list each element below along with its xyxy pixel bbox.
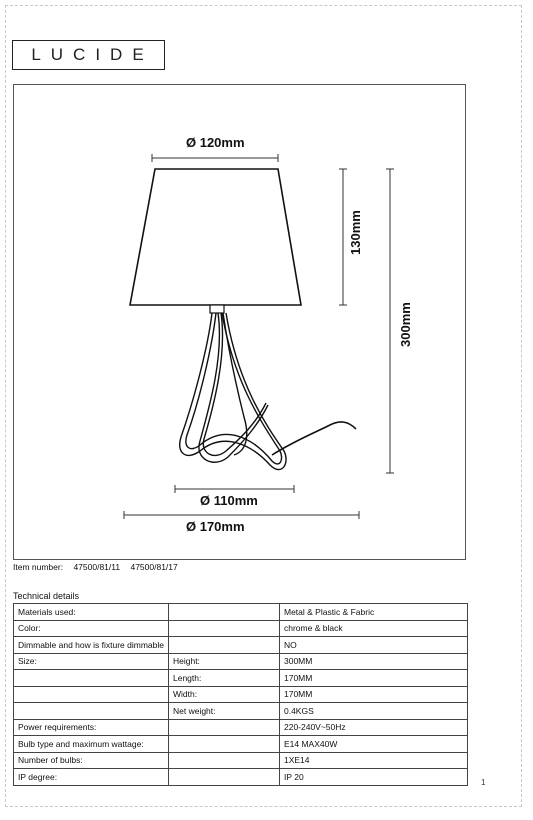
spec-sublabel — [168, 604, 279, 621]
spec-value: 1XE14 — [279, 752, 467, 769]
technical-details-table — [13, 603, 468, 786]
spec-value: 170MM — [279, 686, 467, 703]
spec-sublabel: Length: — [168, 670, 279, 687]
item-number-label: Item number: — [13, 562, 64, 572]
spec-sublabel: Height: — [168, 653, 279, 670]
spec-sublabel: Width: — [168, 686, 279, 703]
dim-line-shade-height — [339, 169, 347, 305]
spec-sublabel — [168, 736, 279, 753]
spec-label — [14, 686, 169, 703]
spec-sublabel — [168, 637, 279, 654]
spec-label: IP degree: — [14, 769, 169, 786]
table-row — [14, 670, 468, 687]
spec-value: 220-240V~50Hz — [279, 719, 467, 736]
brand-logo-text: LUCIDE — [31, 45, 154, 64]
spec-label: Power requirements: — [14, 719, 169, 736]
table-row — [14, 703, 468, 720]
spec-label: Bulb type and maximum wattage: — [14, 736, 169, 753]
lamp-base-wires — [180, 313, 286, 470]
lamp-shade — [130, 169, 301, 305]
bulb-holder — [210, 305, 224, 313]
item-number-code-2: 47500/81/17 — [130, 562, 178, 572]
table-row — [14, 769, 468, 786]
spec-label: Color: — [14, 620, 169, 637]
spec-sublabel — [168, 719, 279, 736]
spec-label: Materials used: — [14, 604, 169, 621]
table-row — [14, 653, 468, 670]
table-row — [14, 604, 468, 621]
table-row — [14, 752, 468, 769]
product-drawing — [13, 84, 466, 560]
spec-value: NO — [279, 637, 467, 654]
table-row — [14, 736, 468, 753]
table-row — [14, 686, 468, 703]
spec-label: Dimmable and how is fixture dimmable — [14, 637, 169, 654]
item-number-line — [13, 562, 186, 572]
spec-sublabel — [168, 769, 279, 786]
table-row — [14, 637, 468, 654]
dim-line-overall — [124, 511, 359, 519]
spec-value: 170MM — [279, 670, 467, 687]
dim-line-total-height — [386, 169, 394, 473]
brand-logo — [12, 40, 165, 70]
item-number-code-1: 47500/81/11 — [73, 562, 121, 572]
table-row — [14, 620, 468, 637]
power-cable — [272, 422, 356, 455]
dim-line-top — [152, 154, 278, 162]
technical-details-title: Technical details — [13, 591, 80, 601]
spec-value: Metal & Plastic & Fabric — [279, 604, 467, 621]
dim-label-shade-height: 130mm — [348, 210, 363, 255]
spec-label: Number of bulbs: — [14, 752, 169, 769]
spec-value: 0.4KGS — [279, 703, 467, 720]
dim-label-top-diameter: Ø 120mm — [186, 135, 245, 150]
spec-sublabel — [168, 752, 279, 769]
spec-label — [14, 703, 169, 720]
spec-value: IP 20 — [279, 769, 467, 786]
page-number: 1 — [481, 778, 486, 787]
spec-value: chrome & black — [279, 620, 467, 637]
spec-value: 300MM — [279, 653, 467, 670]
spec-value: E14 MAX40W — [279, 736, 467, 753]
spec-label: Size: — [14, 653, 169, 670]
dim-label-overall-diameter: Ø 170mm — [186, 519, 245, 534]
spec-label — [14, 670, 169, 687]
spec-sublabel — [168, 620, 279, 637]
dim-label-base-diameter: Ø 110mm — [200, 493, 258, 508]
table-row — [14, 719, 468, 736]
dim-label-total-height: 300mm — [398, 302, 413, 347]
spec-sublabel: Net weight: — [168, 703, 279, 720]
dim-line-base — [175, 485, 294, 493]
